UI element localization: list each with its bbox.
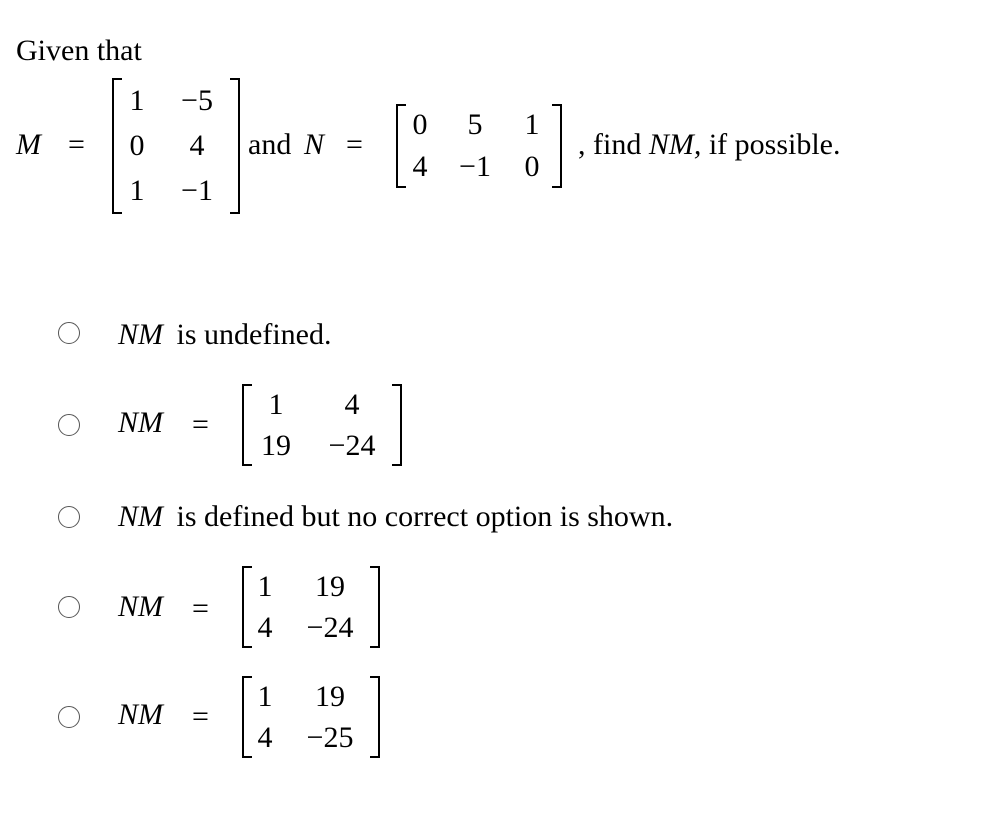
matrix-right-bracket [370,566,380,648]
option-text: is defined but no correct option is shown. [176,500,674,533]
matrix-m-cell: 1 [129,83,145,117]
matrix-cell: −24 [306,610,354,644]
matrix-m [112,78,240,214]
option-3-label [118,500,673,534]
matrix-cell: 19 [315,569,345,603]
matrix-m-cell: 1 [129,174,145,208]
matrix-cell: −24 [328,428,376,462]
option-2-matrix [242,384,402,466]
matrix-right-bracket [370,676,380,758]
and-label: and [248,128,292,161]
find-suffix: if possible. [708,128,841,161]
option-var: NM [118,590,163,623]
matrix-cell: 1 [268,387,284,421]
option-3-radio[interactable] [58,506,80,528]
option-4-radio[interactable] [58,596,80,618]
option-var: NM [118,500,163,533]
option-text: is undefined. [176,318,332,351]
option-5-radio[interactable] [58,706,80,728]
matrix-left-bracket [112,78,122,214]
option-1-label [118,318,331,352]
find-prefix: , find [578,128,642,161]
matrix-cell: −25 [306,720,354,754]
option-1-radio[interactable] [58,322,80,344]
matrix-cell: 4 [344,387,360,421]
option-equals: = [192,592,209,625]
matrix-n-cell: 0 [412,108,428,141]
m-label: M [16,128,41,161]
matrix-n-cell: 0 [524,150,540,183]
matrix-right-bracket [392,384,402,466]
matrix-m-cell: −1 [181,174,213,208]
matrix-n-cell: 1 [524,108,540,141]
question-intro: Given that [16,34,142,67]
matrix-left-bracket [242,384,252,466]
matrix-m-cell: 0 [129,128,145,162]
option-var: NM [118,698,163,731]
n-equals: = [346,128,363,161]
matrix-cell: 1 [257,679,273,713]
matrix-right-bracket [230,78,240,214]
matrix-m-cell: 4 [189,128,205,162]
m-equals: = [68,128,85,161]
matrix-left-bracket [242,566,252,648]
matrix-m-cell: −5 [181,83,213,117]
matrix-n-cell: 5 [467,108,483,141]
find-instruction [578,128,841,162]
matrix-cell: 19 [261,428,291,462]
option-equals: = [192,700,209,733]
matrix-n-cell: −1 [459,150,491,183]
matrix-cell: 1 [257,569,273,603]
option-5-matrix [242,676,380,758]
matrix-cell: 4 [257,610,273,644]
option-var: NM [118,318,163,351]
find-var: NM, [648,128,702,161]
matrix-left-bracket [396,104,406,188]
matrix-left-bracket [242,676,252,758]
matrix-cell: 4 [257,720,273,754]
matrix-n [396,104,562,188]
matrix-right-bracket [552,104,562,188]
option-equals: = [192,408,209,441]
matrix-cell: 19 [315,679,345,713]
option-var: NM [118,406,163,439]
option-2-radio[interactable] [58,414,80,436]
n-label: N [304,128,325,161]
option-4-matrix [242,566,380,648]
matrix-n-cell: 4 [412,150,428,183]
